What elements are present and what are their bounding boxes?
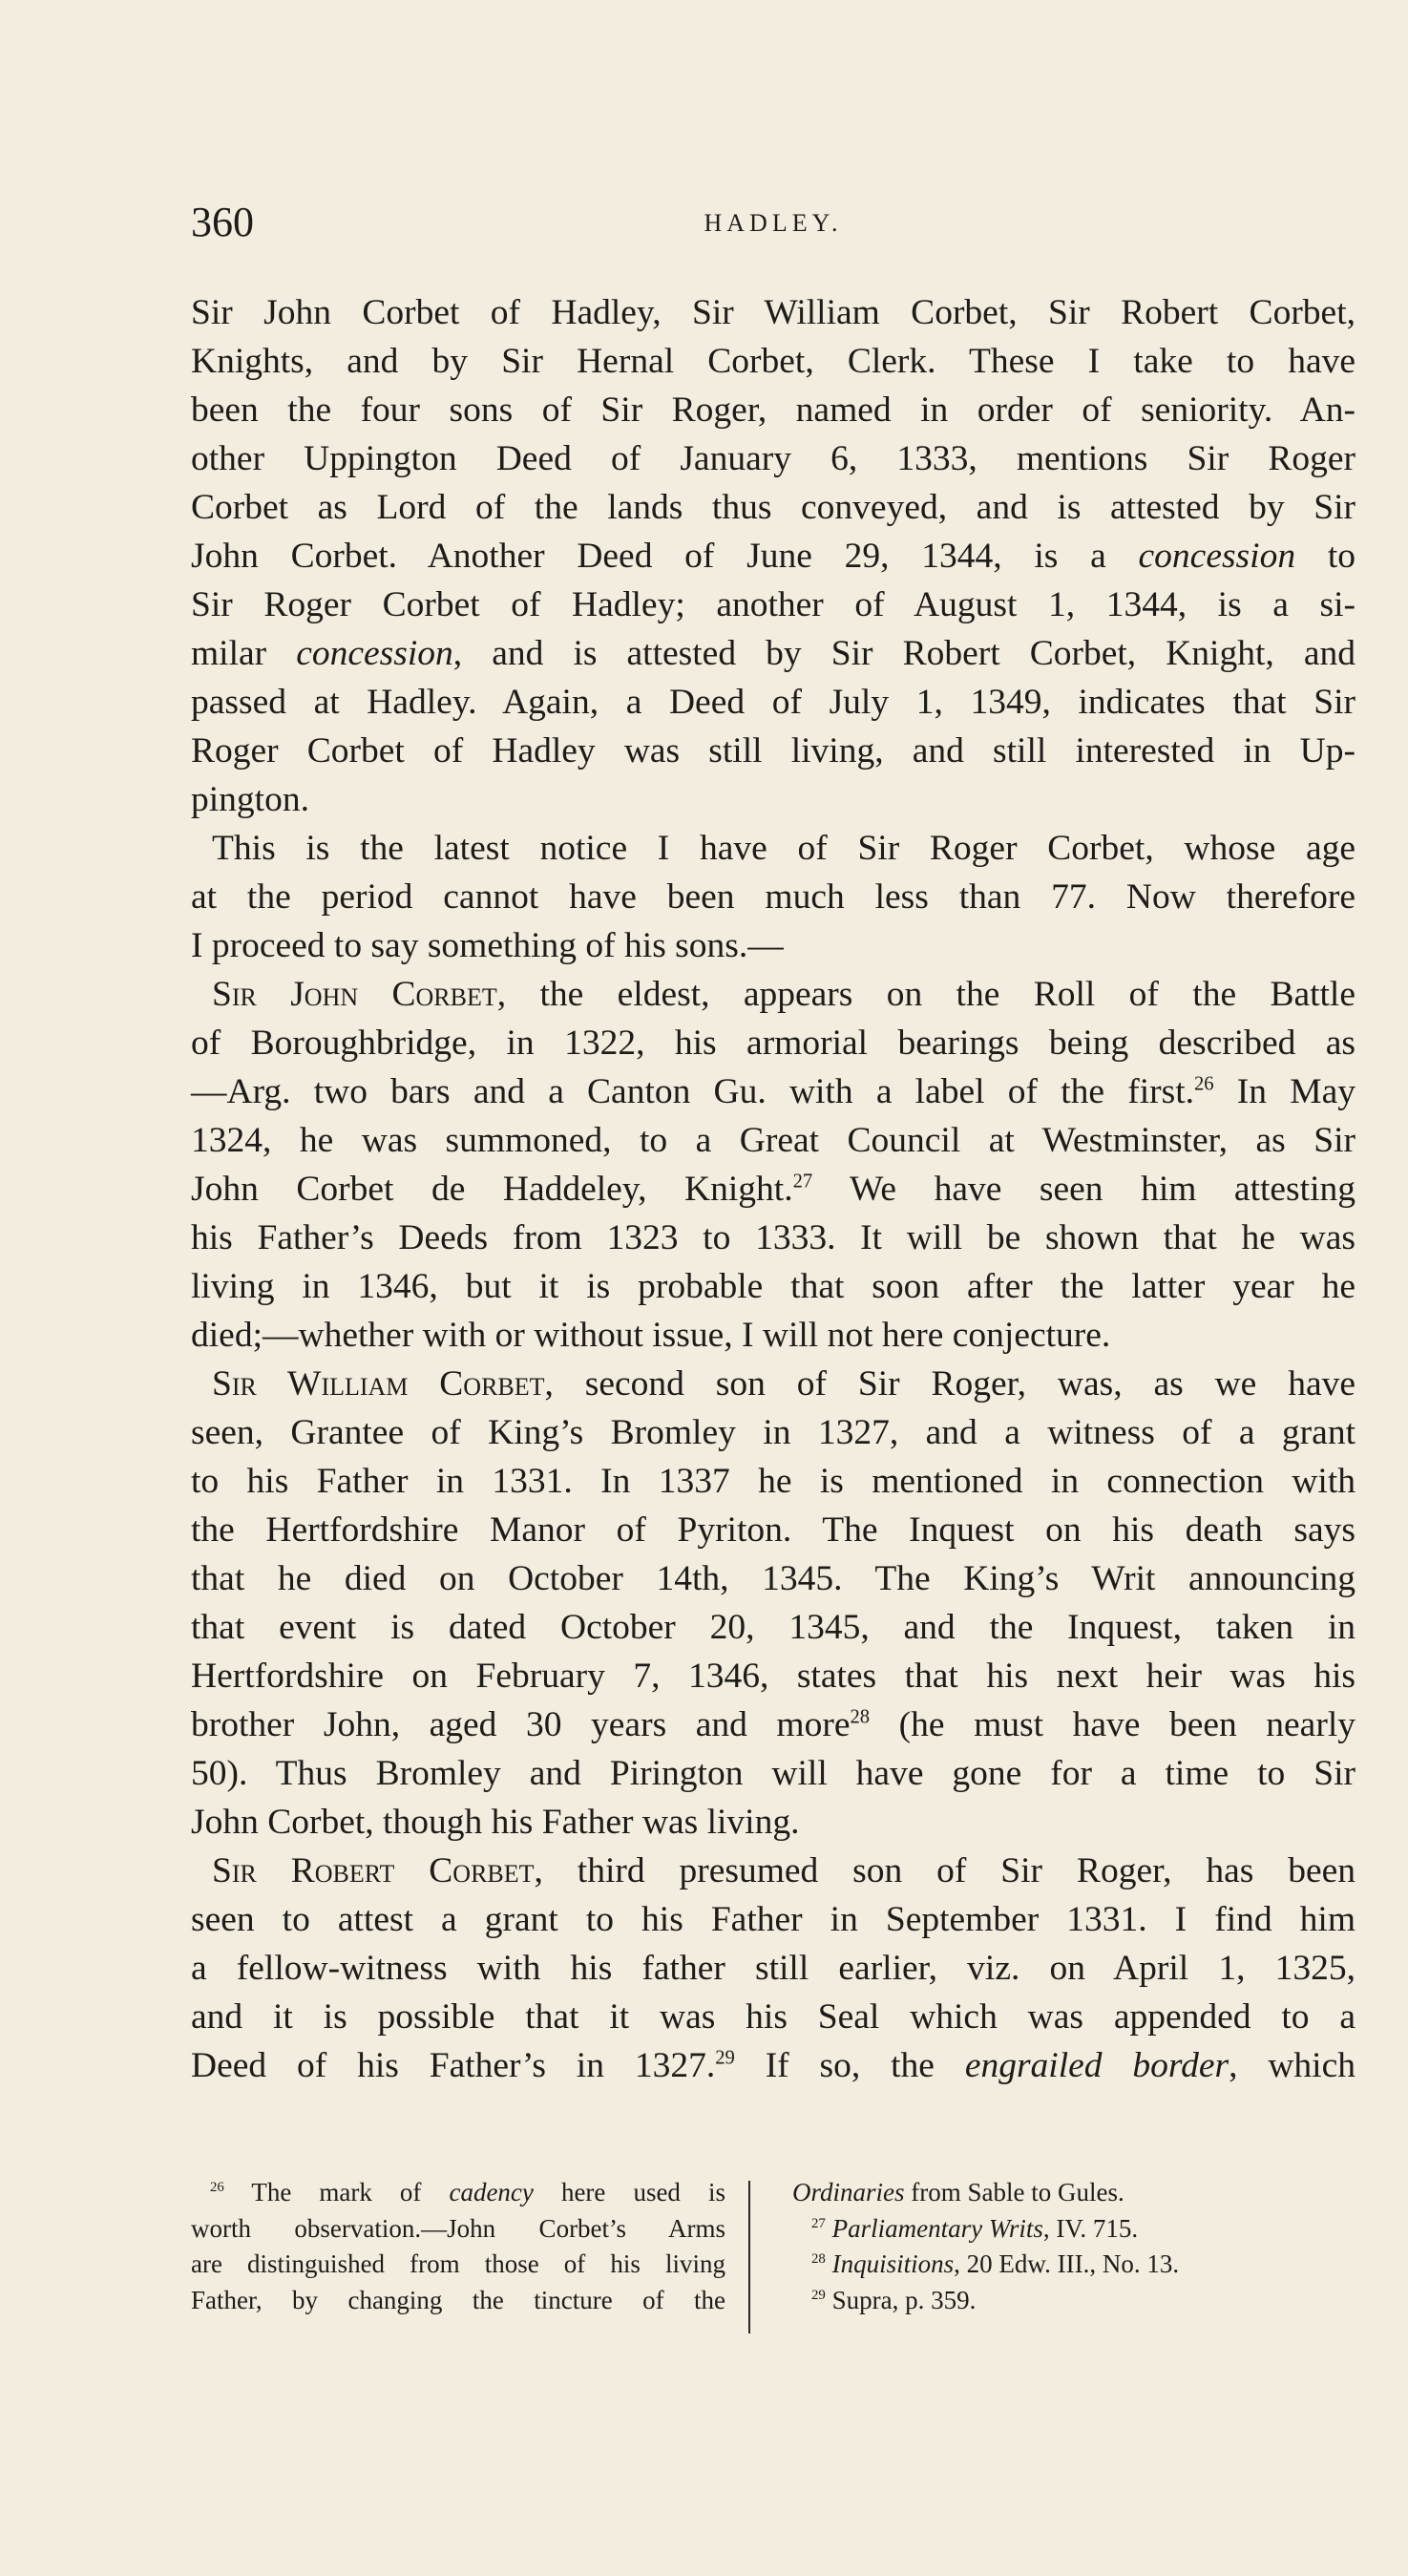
text-line: seen to attest a grant to his Father in September 1331. I find him [191, 1900, 1355, 1939]
text-line: that event is dated October 20, 1345, and the Inquest, taken in [191, 1608, 1355, 1647]
footnote-line [792, 2175, 1346, 2211]
footnote-line: Father, by changing the tincture of the [191, 2285, 725, 2314]
text-line: seen, Grantee of King’s Bromley in 1327, and a witness of a grant [191, 1413, 1355, 1452]
footnote-26 [191, 2175, 725, 2211]
italic-term: cadency [449, 2178, 534, 2206]
footnote-ref[interactable]: 26 [1194, 1073, 1214, 1095]
text-line: Knights, and by Sir Hernal Corbet, Clerk. These I take to have [191, 342, 1355, 381]
text-run: from Sable to Gules. [904, 2178, 1124, 2206]
main-text [191, 288, 1355, 2090]
footnotes [191, 2175, 1355, 2337]
text-run: , 20 Edw. III., No. 13. [954, 2249, 1180, 2278]
text-line: the Hertfordshire Manor of Pyriton. The Inquest on his death says [191, 1510, 1355, 1550]
text-run: In May [1213, 1072, 1355, 1111]
text-line: I proceed to say something of his sons.— [191, 926, 784, 965]
text-line: 50). Thus Bromley and Pirington will have gone for a time to Sir [191, 1754, 1355, 1793]
italic-term: concession [1138, 537, 1296, 576]
person-name: Sir William Corbet [212, 1364, 545, 1404]
footnote-27 [792, 2211, 1346, 2248]
italic-term: Ordinaries [792, 2178, 905, 2206]
text-run: John Corbet de Haddeley, Knight. [191, 1170, 793, 1209]
text-run: brother John, aged 30 years and more [191, 1705, 851, 1744]
text-line: other Uppington Deed of January 6, 1333, mentions Sir Roger [191, 439, 1355, 478]
page-header [191, 199, 1355, 246]
footnote-column-right [792, 2175, 1346, 2318]
text-run: (he must have been nearly [870, 1705, 1355, 1744]
text-run: , the eldest, appears on the Roll of the Battle [496, 975, 1355, 1014]
footnote-29 [792, 2283, 1346, 2319]
text-run: We have seen him attesting [812, 1170, 1355, 1209]
text-line: pington. [191, 780, 309, 819]
italic-term: engrailed border [964, 2046, 1229, 2085]
text-line [191, 1847, 1355, 1895]
text-line: Roger Corbet of Hadley was still living, and still interested in Up- [191, 731, 1355, 771]
footnote-line: are distinguished from those of his living [191, 2249, 725, 2278]
footnote-ref[interactable]: 27 [792, 1171, 813, 1193]
text-run: , second son of Sir Roger, was, as we have [544, 1364, 1355, 1404]
italic-term: concession [296, 634, 453, 673]
text-line: John Corbet, though his Father was living. [191, 1803, 800, 1842]
footnote-number: 28 [811, 2251, 826, 2267]
text-line [191, 629, 1355, 678]
text-run: Deed of his Father’s in 1327. [191, 2046, 716, 2085]
text-line [191, 532, 1355, 581]
text-run: , third presumed son of Sir Roger, has been [534, 1851, 1355, 1890]
text-line: been the four sons of Sir Roger, named in order of seniority. An- [191, 391, 1355, 430]
text-run: —Arg. two bars and a Canton Gu. with a label of the first. [191, 1072, 1194, 1111]
text-line: Corbet as Lord of the lands thus conveyed, and is attested by Sir [191, 488, 1355, 527]
text-run: here used is [533, 2178, 725, 2206]
text-line: and it is possible that it was his Seal which was appended to a [191, 1997, 1355, 2037]
text-line: 1324, he was summoned, to a Great Council at Westminster, as Sir [191, 1121, 1355, 1160]
footnote-ref[interactable]: 29 [715, 2047, 735, 2069]
person-name: Sir Robert Corbet [212, 1851, 535, 1890]
text-run: John Corbet. Another Deed of June 29, 1344, is a [191, 537, 1139, 576]
text-run: , and is attested by Sir Robert Corbet, Knight, and [452, 634, 1355, 673]
text-line: Sir Roger Corbet of Hadley; another of August 1, 1344, is a si- [191, 585, 1355, 624]
text-run: to [1295, 537, 1355, 576]
text-line [191, 1067, 1355, 1116]
text-line [191, 1700, 1355, 1749]
text-run: The mark of [223, 2178, 450, 2206]
text-run: , IV. 715. [1042, 2213, 1139, 2243]
footnote-line: worth observation.—John Corbet’s Arms [191, 2213, 725, 2243]
text-line: Sir John Corbet of Hadley, Sir William Corbet, Sir Robert Corbet, [191, 293, 1355, 332]
footnote-ref[interactable]: 28 [850, 1706, 871, 1728]
text-run: If so, the [734, 2046, 965, 2085]
page-number: 360 [191, 199, 254, 245]
running-title: HADLEY. [704, 209, 843, 237]
text-line [191, 1360, 1355, 1408]
text-line [191, 1165, 1355, 1214]
text-line: of Boroughbridge, in 1322, his armorial bearings being described as [191, 1024, 1355, 1063]
text-line: at the period cannot have been much less than 77. Now therefore [191, 877, 1355, 917]
text-line: that he died on October 14th, 1345. The King’s Writ announcing [191, 1559, 1355, 1598]
text-run: milar [191, 634, 297, 673]
text-line: living in 1346, but it is probable that soon after the latter year he [191, 1267, 1355, 1306]
text-run: Supra, p. 359. [825, 2285, 977, 2314]
text-line: a fellow-witness with his father still earlier, viz. on April 1, 1325, [191, 1949, 1355, 1988]
text-run: , which [1229, 2046, 1355, 2085]
text-line: Hertfordshire on February 7, 1346, states that his next heir was his [191, 1657, 1355, 1696]
italic-term: Parliamentary Writs [831, 2213, 1043, 2243]
italic-term: Inquisitions [831, 2249, 955, 2278]
text-line: to his Father in 1331. In 1337 he is mentioned in connection with [191, 1462, 1355, 1501]
text-line: passed at Hadley. Again, a Deed of July 1, 1349, indicates that Sir [191, 683, 1355, 722]
footnote-number: 27 [811, 2215, 826, 2231]
person-name: Sir John Corbet [212, 975, 497, 1014]
text-line: died;—whether with or without issue, I will not here conjecture. [191, 1316, 1111, 1355]
footnote-column-left [191, 2175, 725, 2318]
text-line: his Father’s Deeds from 1323 to 1333. It will be shown that he was [191, 1218, 1355, 1257]
footnote-divider [748, 2181, 750, 2333]
footnote-28 [792, 2247, 1346, 2283]
text-line [191, 2041, 1355, 2090]
footnote-number: 26 [210, 2180, 224, 2195]
text-line: This is the latest notice I have of Sir Roger Corbet, whose age [212, 829, 1355, 868]
text-line [191, 970, 1355, 1019]
footnote-number: 29 [811, 2287, 826, 2303]
